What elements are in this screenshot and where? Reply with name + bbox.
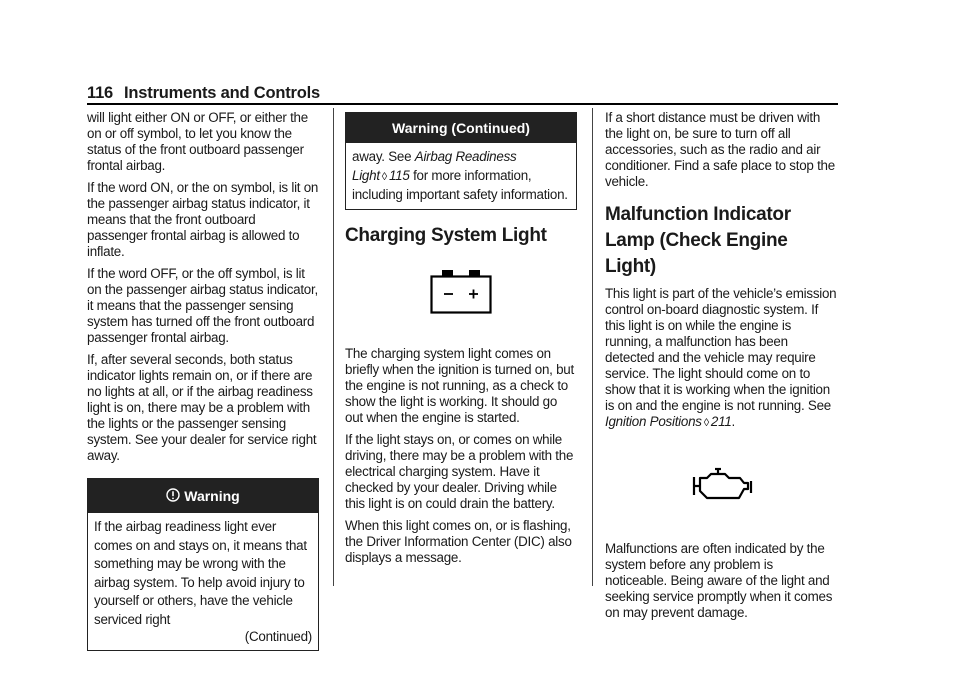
column-divider-1 — [333, 108, 334, 586]
warning-text: for more information, including important safety information. — [352, 167, 568, 203]
paragraph: will light either ON or OFF, or either the on or off symbol, to let you know the status of the front outboard passenger frontal airbag. — [87, 110, 308, 173]
paragraph — [605, 286, 837, 431]
warning-title-bar — [346, 113, 576, 143]
warning-title: Warning — [184, 488, 240, 504]
warning-title-bar — [88, 479, 318, 513]
header-rule — [87, 103, 838, 105]
paragraph: If, after several seconds, both status indicator lights remain on, or if there are no lights at all, or if the airbag readiness light is on, there may be a problem with the lights or the passenger sensing system. See your dealer for service right away. — [87, 352, 317, 463]
warning-title: Warning (Continued) — [392, 120, 530, 136]
xref-link[interactable]: Ignition Positions — [605, 414, 702, 429]
xref-page[interactable]: 211 — [710, 414, 732, 429]
check-engine-icon — [688, 467, 754, 503]
paragraph: Malfunctions are often indicated by the system before any problem is noticeable. Being aware of the light and seeking service promptly when it comes on may prevent damage. — [605, 541, 833, 620]
icon-container — [605, 467, 837, 503]
warning-box-continued — [345, 112, 577, 210]
column-1 — [87, 110, 319, 651]
xref-page[interactable]: 115 — [388, 167, 410, 183]
page-number: 116 — [87, 84, 114, 102]
paragraph: The charging system light comes on briefly when the ignition is turned on, but the engine is not running, as a check to show the light is working. It should go out when the engine is started. — [345, 345, 574, 425]
warning-body — [346, 143, 576, 209]
warning-text: away. See — [352, 149, 415, 164]
warning-icon — [166, 488, 180, 502]
xref-link[interactable]: Airbag Readiness Light — [352, 149, 517, 183]
xref-arrow-icon: ◊ — [381, 170, 387, 183]
paragraph: If the light stays on, or comes on while driving, there may be a problem with the electrical charging system. Have it checked by your dealer. Driving while this light is on could drain the battery. — [345, 431, 574, 511]
paragraph: When this light comes on, or is flashing, the Driver Information Center (DIC) also displays a message. — [345, 517, 572, 565]
warning-box — [87, 478, 319, 651]
paragraph: If a short distance must be driven with the light on, be sure to turn off all accessories, such as the radio and air conditioner. Find a safe place to stop the vehicle. — [605, 110, 835, 189]
column-2 — [345, 110, 577, 572]
paragraph-text: . — [731, 414, 736, 429]
column-3 — [605, 110, 837, 627]
column-divider-2 — [592, 108, 593, 586]
paragraph-text: This light is part of the vehicle’s emission control on-board diagnostic system. If this light is on while the engine is running, a malfunction has been detected and the vehicle may require service. The light should come on to show that it is working when the ignition is on and the engine is not running. See — [605, 286, 837, 413]
warning-text: If the airbag readiness light ever comes on and stays on, it means that something may be wrong with the airbag system. To help avoid injury to yourself or others, have the vehicle serviced right — [94, 519, 307, 627]
xref-arrow-icon: ◊ — [703, 417, 709, 429]
section-title: Instruments and Controls — [124, 84, 320, 102]
paragraph: If the word ON, or the on symbol, is lit on the passenger airbag status indicator, it means that the front outboard passenger frontal airbag is allowed to inflate. — [87, 180, 319, 259]
icon-container — [345, 270, 577, 314]
paragraph: If the word OFF, or the off symbol, is lit on the passenger airbag status indicator, it means that the passenger sensing system has turned off the front outboard passenger frontal airbag. — [87, 266, 318, 345]
continued-label: (Continued) — [244, 628, 312, 644]
battery-icon — [430, 270, 492, 314]
section-heading: Malfunction Indicator Lamp (Check Engine Light) — [605, 204, 791, 277]
section-heading: Charging System Light — [345, 224, 547, 246]
page-header — [87, 84, 320, 103]
warning-body — [88, 513, 318, 650]
